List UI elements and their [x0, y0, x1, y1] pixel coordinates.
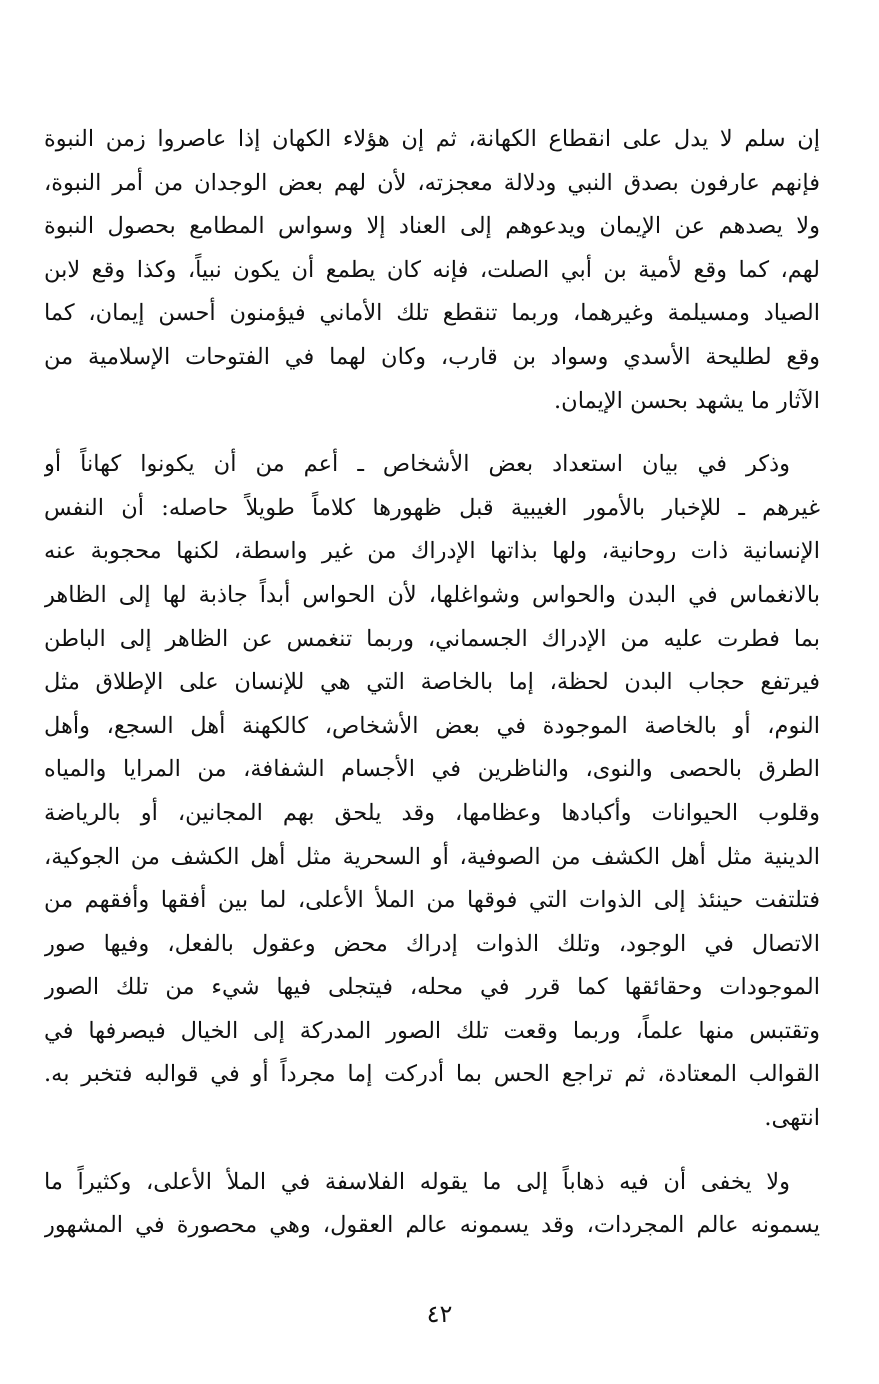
page-number: ٤٢ — [426, 1300, 453, 1328]
text-line: بما فطرت عليه من الإدراك الجسماني، وربما تنغمس عن الظاهر إلى الباطن — [44, 625, 820, 652]
text-line: وذكر في بيان استعداد بعض الأشخاص ـ أعم من أن يكونوا كهاناً أو — [44, 451, 790, 478]
text-line: فيرتفع حجاب البدن لحظة، إما بالخاصة التي هي للإنسان على الإطلاق مثل — [44, 669, 820, 696]
paragraph-3 — [44, 1161, 820, 1248]
page-body — [44, 118, 820, 1248]
text-line: وقلوب الحيوانات وأكبادها وعظامها، وقد يلحق بهم المجانين، أو بالرياضة — [44, 799, 820, 826]
text-line: وتقتبس منها علماً، وربما وقعت تلك الصور المدركة إلى الخيال فيصرفها في — [44, 1017, 820, 1044]
text-line: بالانغماس في البدن والحواس وشواغلها، لأن الحواس أبداً جاذبة لها إلى الظاهر — [44, 581, 820, 608]
text-line: إن سلم لا يدل على انقطاع الكهانة، ثم إن هؤلاء الكهان إذا عاصروا زمن النبوة — [44, 126, 820, 152]
text-line: غيرهم ـ للإخبار بالأمور الغيبية قبل ظهورها كلاماً طويلاً حاصله: أن النفس — [44, 494, 820, 521]
text-line: النوم، أو بالخاصة الموجودة في بعض الأشخاص، كالكهنة أهل السجع، وأهل — [44, 712, 820, 739]
text-line: انتهى. — [764, 1105, 820, 1132]
text-line: الموجودات وحقائقها كما قرر في محله، فيتجلى فيها شيء من تلك الصور — [44, 974, 820, 1001]
text-line: الطرق بالحصى والنوى، والناظرين في الأجسام الشفافة، من المرايا والمياه — [44, 756, 820, 783]
text-line: فتلتفت حينئذ إلى الذوات التي فوقها من الملأ الأعلى، لما بين أفقها وأفقهم من — [44, 887, 820, 914]
text-line: ولا يخفى أن فيه ذهاباً إلى ما يقوله الفلاسفة في الملأ الأعلى، وكثيراً ما — [44, 1168, 790, 1195]
text-line: الدينية مثل أهل الكشف من الصوفية، أو السحرية مثل أهل الكشف من الجوكية، — [44, 843, 820, 870]
text-line: الإنسانية ذات روحانية، ولها بذاتها الإدراك من غير واسطة، لكنها محجوبة عنه — [44, 538, 820, 565]
paragraph-2 — [44, 443, 820, 1141]
text-line: ولا يصدهم عن الإيمان ويدعوهم إلى العناد إلا وسواس المطامع بحصول النبوة — [44, 213, 820, 240]
text-line: الصياد ومسيلمة وغيرهما، وربما تنقطع تلك الأماني فيؤمنون أحسن إيمان، كما — [44, 300, 820, 327]
text-line: الاتصال في الوجود، وتلك الذوات إدراك محض وعقول بالفعل، وفيها صور — [44, 930, 820, 957]
text-line: القوالب المعتادة، ثم تراجع الحس بما أدركت إما مجرداً أو في قوالبه فتخبر به. — [44, 1061, 820, 1088]
text-line: يسمونه عالم المجردات، وقد يسمونه عالم العقول، وهي محصورة في المشهور — [44, 1212, 820, 1239]
text-line: الآثار ما يشهد بحسن الإيمان. — [554, 387, 820, 414]
text-line: فإنهم عارفون بصدق النبي ودلالة معجزته، لأن لهم بعض الوجدان من أمر النبوة، — [44, 169, 820, 196]
text-line: وقع لطليحة الأسدي وسواد بن قارب، وكان لهما في الفتوحات الإسلامية من — [44, 343, 820, 370]
text-line: لهم، كما وقع لأمية بن أبي الصلت، فإنه كان يطمع أن يكون نبياً، وكذا وقع لابن — [44, 256, 820, 283]
paragraph-1 — [44, 118, 820, 423]
